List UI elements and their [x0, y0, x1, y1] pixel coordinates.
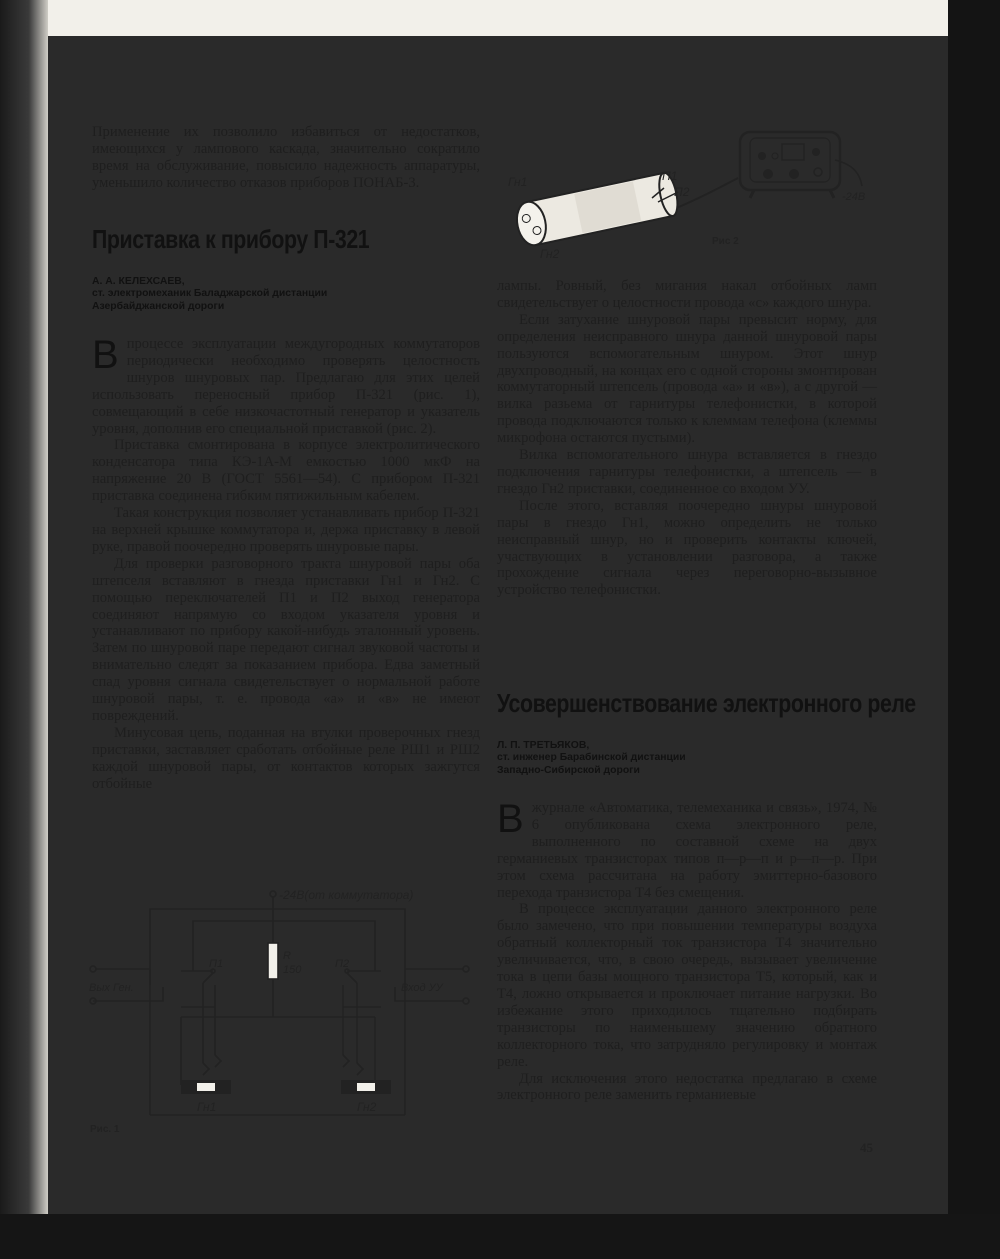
article1-title: Приставка к прибору П-321 [92, 224, 370, 254]
p321-instrument [740, 132, 840, 198]
fig1-caption: Рис. 1 [90, 1124, 120, 1135]
article2-paragraph-3: Для исключения этого недостатка предлагаю в схеме электронного реле заменить германиевые [497, 1070, 877, 1104]
article1-paragraph-3: Такая конструкция позволяет устанавливать прибор П-321 на верхней крышке коммутатора и, держа приставку в левой руке, правой поочередно проверять шнуровые пары. [92, 505, 480, 555]
page-top-margin [0, 0, 1000, 36]
fig2-label-voltage: -24В [842, 191, 866, 203]
fig2-label-p2: П2 [674, 185, 690, 199]
article1-author-name: А. А. КЕЛЕХСАЕВ, [92, 276, 185, 287]
article2-paragraph-1: В журнале «Автоматика, телемеханика и связь», 1974, № 6 опубликована схема электронного реле, выполненного по составной схеме на двух германиевых транзисторах типов п—р—п и р—п—р. При этом схема рассчитана на работу эмиттерно-базового перехода транзистора Т4 без смещения. [497, 797, 877, 901]
article2-author-name: Л. П. ТРЕТЬЯКОВ, [497, 740, 590, 751]
fig1-label-gn2: Гн2 [357, 1100, 377, 1114]
fig1-label-gn1: Гн1 [197, 1100, 217, 1114]
fig1-supply-label: -24В(от коммутатора) [279, 888, 414, 902]
fig1-label-p2: П2 [335, 958, 350, 970]
fig2-label-p1: П1 [662, 169, 678, 183]
article2-body [497, 797, 877, 1104]
article1-author-position: ст. электромеханик Баладжарской дистанции [92, 288, 328, 300]
scan-edge-right [948, 0, 1000, 1259]
fig2-caption: Рис 2 [712, 236, 739, 247]
adapter-cylinder [513, 171, 681, 248]
book-spine-shadow [0, 0, 48, 1259]
top-paragraph [92, 124, 480, 192]
article1-author-org: Азербайджанской дороги [92, 300, 225, 312]
article2-author [497, 740, 686, 777]
fig2-label-gn2: Гн2 [540, 247, 560, 261]
article1-paragraph-2: Приставка смонтирована в корпусе электролитического конденсатора типа КЭ-1А-М емкостью 1000 мкФ на напряжение 20 В (ГОСТ 5561—54). С прибором П-321 приставка соединена гибким пятижильным кабелем. [92, 437, 480, 505]
article1-body-right [497, 278, 877, 599]
fig1-label-left-terminal: Вых Ген. [89, 982, 134, 994]
figure-1-circuit [85, 885, 485, 1125]
article2-title: Усовершенствование электронного реле [497, 688, 916, 718]
fig1-label-r-value: 150 [283, 964, 302, 976]
article1-paragraph-4: Для проверки разговорного тракта шнуровой пары оба штепселя вставляют в гнезда приставки Гн1 и Гн2. С помощью переключателей П1 и П2 выход генератора соединяют напрямую со входом указателя уровня и устанавливают по прибору какой-нибудь эталонный уровень. Затем по шнуровой паре передают сигнал звуковой частоты и внимательно следят за показанием прибора. Едва заметный спад уровня сигнала свидетельствует о нормальной работе шнуровой пары, т. е. провода «а» и «в» не имеют повреждений. [92, 555, 480, 724]
article2-author-position: ст. инженер Барабинской дистанции [497, 752, 686, 764]
top-paragraph-text: Применение их позволило избавиться от недостатков, имеющихся у лампового каскада, значительно сократило время на обслуживание, повысило надежность аппаратуры, уменьшило количество отказов приборов ПОНАБ-3. [92, 124, 480, 191]
fig1-label-right-terminal: Вход УУ [401, 982, 443, 994]
article1-right-paragraph-1: лампы. Ровный, без мигания накал отбойных ламп свидетельствует о целостности провода «с» каждого шнура. [497, 278, 877, 311]
article1-dropcap: В [92, 333, 119, 377]
article1-paragraph-5: Минусовая цепь, поданная на втулки проверочных гнезд приставки, заставляет сработать отбойные реле РШ1 и РШ2 каждой шнуровой пары, от контактов которых зажгутся отбойные [92, 724, 480, 792]
article1-author [92, 276, 327, 313]
scan-edge-bottom [0, 1214, 1000, 1259]
figure-2-drawing [500, 120, 890, 270]
article2-dropcap: В [497, 797, 524, 841]
fig2-label-gn1: Гн1 [508, 175, 528, 189]
article1-body-left [92, 333, 480, 792]
fig1-label-p1: П1 [209, 958, 224, 970]
article2-paragraph-2: В процессе эксплуатации данного электронного реле было замечено, что при повышении температуры воздуха обратный коллекторный ток транзистора Т4 значительно увеличивается, что, в свою очередь, вызывает увеличение тока в цепи базы мощного транзистора Т5, который, как и Т4, ложно открывается и проключает питание нагрузки. Во избежание этого приходилось тщательно подбирать транзисторы по наименьшему значению обратного коллекторного тока, что затрудняло регулировку и монтаж реле. [497, 901, 877, 1070]
article1-paragraph-1: В процессе эксплуатации междугородных коммутаторов периодически необходимо проверять целостность шнуров шнуровых пар. Предлагаю для этих целей использовать переносный прибор П-321 (рис. 1), совмещающий в себе низкочастотный генератор и указатель уровня, дополнив его специальной приставкой (рис. 2). [92, 333, 480, 437]
article1-right-paragraph-4: После этого, вставляя поочередно шнуры шнуровой пары в гнездо Гн1, можно определить не только неисправный шнур, но и проверить контакты ключей, участвующих в установлении разговора, а также прохождение сигнала через переговорно-вызывное устройство телефонистки. [497, 497, 877, 599]
article1-right-paragraph-2: Если затухание шнуровой пары превысит норму, для определения неисправного шнура данной шнуровой пары пользуются вспомогательным шнуром. Этот шнур двухпроводный, на концах его с одной стороны змонтирован коммутаторный штепсель (провода «а» и «в»), а с другой — вилка разьема от гарнитуры телефонистки, в которой провода подключаются только к клеммам телефона (клеммы микрофона остаются пустыми). [497, 311, 877, 447]
article1-right-paragraph-3: Вилка вспомогательного шнура вставляется в гнездо подключения гарнитуры телефонистки, а штепсель — в гнездо Гн2 приставки, соединенное со входом УУ. [497, 447, 877, 497]
article2-author-org: Западно-Сибирской дороги [497, 764, 640, 776]
page-number: 45 [860, 1140, 873, 1155]
fig1-label-r: R [283, 950, 291, 962]
